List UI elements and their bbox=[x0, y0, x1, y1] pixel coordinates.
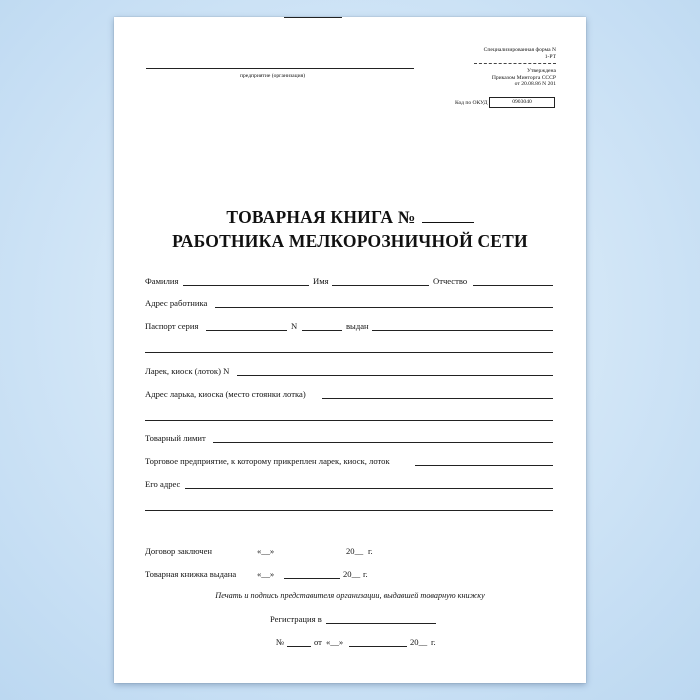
form-divider bbox=[474, 63, 556, 64]
enterprise-address-field[interactable] bbox=[185, 488, 553, 489]
address-field[interactable] bbox=[215, 307, 553, 308]
organization-caption: предприятие (организация) bbox=[240, 73, 306, 79]
document-title-line1 bbox=[114, 207, 586, 227]
issued-label: выдан bbox=[346, 321, 369, 331]
registration-year: 20__ bbox=[410, 637, 428, 647]
kiosk-label: Ларек, киоск (лоток) N bbox=[145, 366, 230, 376]
passport-label: Паспорт серия bbox=[145, 321, 199, 331]
title-number-blank bbox=[422, 208, 474, 223]
limit-label: Товарный лимит bbox=[145, 433, 206, 443]
enterprise-label: Торговое предприятие, к которому прикреплен ларек, киоск, лоток bbox=[145, 456, 390, 466]
surname-label: Фамилия bbox=[145, 276, 179, 286]
registration-label: Регистрация в bbox=[270, 614, 322, 624]
kiosk-address-continuation[interactable] bbox=[145, 420, 553, 421]
approval-note: Утверждена Приказом Минторга СССР от 20.08.86 N 201 bbox=[491, 68, 556, 87]
contract-year: 20__ bbox=[346, 546, 364, 556]
registration-field[interactable] bbox=[326, 623, 436, 624]
name-field[interactable] bbox=[332, 285, 429, 286]
patronymic-field[interactable] bbox=[473, 285, 553, 286]
title-text: ТОВАРНАЯ КНИГА № bbox=[226, 207, 416, 227]
registration-month-field[interactable] bbox=[349, 646, 407, 647]
document-title-line2: РАБОТНИКА МЕЛКОРОЗНИЧНОЙ СЕТИ bbox=[172, 231, 528, 251]
book-issued-year: 20__ bbox=[343, 569, 361, 579]
registration-day: «__» bbox=[326, 637, 344, 647]
kiosk-number-field[interactable] bbox=[237, 375, 553, 376]
passport-number-field[interactable] bbox=[302, 330, 342, 331]
enterprise-field[interactable] bbox=[415, 465, 553, 466]
contract-label: Договор заключен bbox=[145, 546, 213, 556]
passport-continuation-field[interactable] bbox=[145, 352, 553, 353]
passport-series-field[interactable] bbox=[206, 330, 287, 331]
okud-code-box: 0903040 bbox=[489, 97, 555, 108]
registration-no-label: № bbox=[276, 637, 285, 647]
passport-number-label: N bbox=[291, 321, 298, 331]
issued-field[interactable] bbox=[372, 330, 553, 331]
contract-month-field[interactable] bbox=[284, 17, 342, 18]
patronymic-label: Отчество bbox=[433, 276, 468, 286]
book-issued-year-suffix: г. bbox=[363, 569, 368, 579]
name-label: Имя bbox=[313, 276, 329, 286]
organization-line bbox=[146, 68, 414, 69]
okud-label: Код по ОКУД bbox=[455, 100, 488, 106]
book-issued-month-field[interactable] bbox=[284, 578, 340, 579]
form-label: Специализированная форма N 1-РТ bbox=[483, 47, 556, 60]
registration-from-label: от bbox=[314, 637, 322, 647]
kiosk-address-label: Адрес ларька, киоска (место стоянки лотка) bbox=[145, 389, 306, 399]
contract-year-suffix: г. bbox=[368, 546, 373, 556]
seal-note: Печать и подпись представителя организации, выдавшей товарную книжку bbox=[215, 591, 485, 600]
registration-year-suffix: г. bbox=[431, 637, 436, 647]
enterprise-address-continuation[interactable] bbox=[145, 510, 553, 511]
surname-field[interactable] bbox=[183, 285, 309, 286]
enterprise-address-label: Его адрес bbox=[145, 479, 181, 489]
kiosk-address-field[interactable] bbox=[322, 398, 553, 399]
document-sheet bbox=[114, 17, 586, 683]
book-issued-label: Товарная книжка выдана bbox=[145, 569, 237, 579]
registration-no-field[interactable] bbox=[287, 646, 311, 647]
address-label: Адрес работника bbox=[145, 298, 208, 308]
book-issued-day: «__» bbox=[257, 569, 275, 579]
contract-day: «__» bbox=[257, 546, 275, 556]
limit-field[interactable] bbox=[213, 442, 553, 443]
